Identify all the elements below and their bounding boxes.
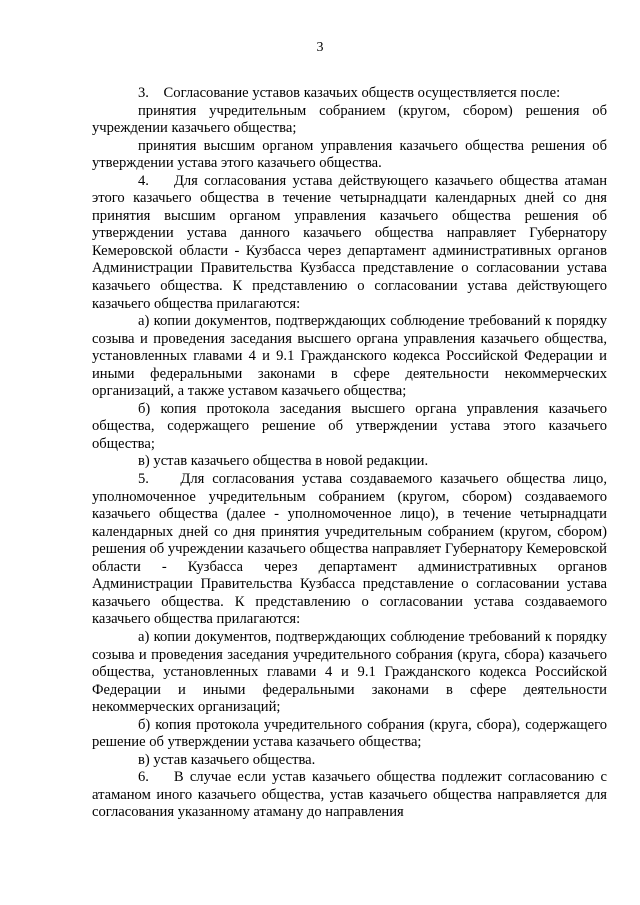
paragraph-5-item-b: б) копия протокола учредительного собрания (круга, сбора), содержащего решение об утверждении устава казачьего общества;	[92, 716, 607, 751]
paragraph-4-item-a: а) копии документов, подтверждающих соблюдение требований к порядку созыва и проведения заседания высшего органа управления казачьего общества, установленных главами 4 и 9.1 Гражданского кодекса Российской Федерации и иными федеральными законами в сфере деятельности некоммерческих организаций, а также уставом казачьего общества;	[92, 313, 607, 400]
paragraph-4-item-v: в) устав казачьего общества в новой редакции.	[138, 453, 429, 470]
page-number: 3	[316, 40, 324, 55]
paragraph-3-item-2: принятия высшим органом управления казачьего общества решения об утверждении устава этого казачьего общества.	[92, 137, 607, 172]
paragraph-4: 4. Для согласования устава действующего казачьего общества атаман этого казачьего общества в течение четырнадцати календарных дней со дня принятия высшим органом управления казачьего общества решения об утверждении устава данного казачьего общества направляет Губернатору Кемеровской области - Кузбасса через департамент административных органов Администрации Правительства Кузбасса представление о согласовании устава казачьего общества. К представлению о согласовании устава действующего казачьего общества прилагаются:	[92, 172, 607, 312]
paragraph-5-item-v: в) устав казачьего общества.	[138, 751, 316, 768]
paragraph-5-item-a: а) копии документов, подтверждающих соблюдение требований к порядку созыва и проведения заседания учредительного собрания (круга, сбора) казачьего общества, установленных главами 4 и 9.1 Гражданского кодекса Российской Федерации и иными федеральными законами в сфере деятельности некоммерческих организаций;	[92, 628, 607, 716]
paragraph-6: 6. В случае если устав казачьего общества подлежит согласованию с атаманом иного казачьего общества, устав казачьего общества направляется для согласования указанному атаману до направления	[92, 769, 607, 821]
paragraph-5: 5. Для согласования устава создаваемого казачьего общества лицо, уполномоченное учредительным собранием (кругом, сбором) создаваемого казачьего общества (далее - уполномоченное лицо), в течение четырнадцати календарных дней со дня принятия учредительным собранием (кругом, сбором) решения об учреждении казачьего общества направляет Губернатору Кемеровской области - Кузбасса через департамент административных органов Администрации Правительства Кузбасса представление о согласовании устава казачьего общества. К представлению о согласовании устава создаваемого казачьего общества прилагаются:	[92, 471, 607, 628]
paragraph-3-item-1: принятия учредительным собранием (кругом, сбором) решения об учреждении казачьего общества;	[92, 102, 607, 137]
paragraph-4-item-b: б) копия протокола заседания высшего органа управления казачьего общества, содержащего решение об утверждении устава этого казачьего общества;	[92, 400, 607, 452]
paragraph-3: 3. Согласование уставов казачьих обществ осуществляется после:	[138, 85, 561, 101]
document-body	[92, 85, 607, 822]
